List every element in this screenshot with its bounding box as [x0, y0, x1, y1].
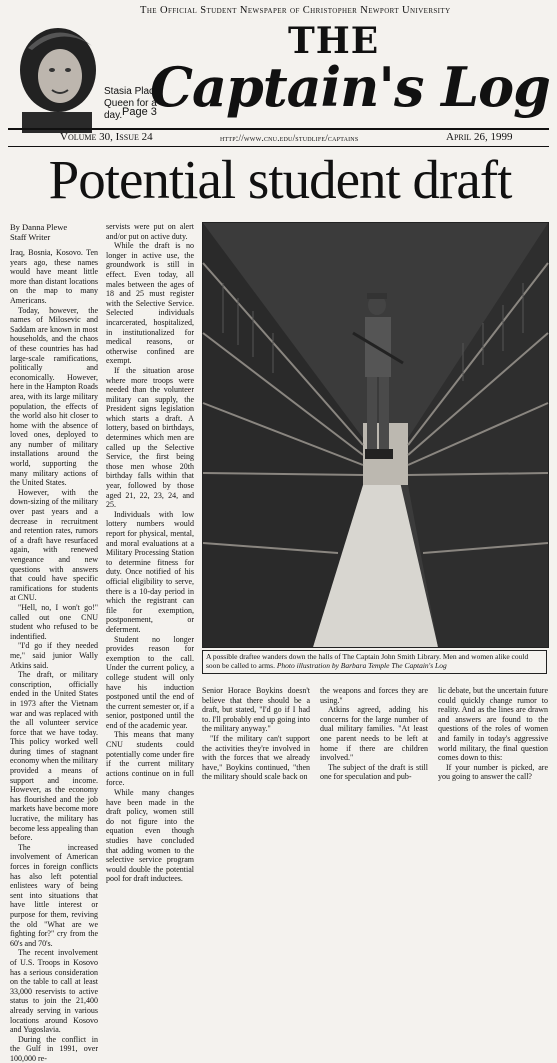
byline-role: Staff Writer [10, 232, 51, 242]
paragraph: Atkins agreed, adding his concerns for the large number of dual military families. "At least one parent needs to be left at home if there are children involved." [320, 705, 428, 763]
article-column-2 [106, 222, 194, 884]
photo-caption [202, 650, 547, 674]
website-url[interactable]: http://www.cnu.edu/studlife/captains [220, 133, 359, 143]
paragraph: If the situation arose where more troops were needed than the volunteer military can supply, the President signs legislation which starts a draft. A lottery, based on birthdays, determines which men are called up the Selective Service, the first being those men whose 20th birthday falls within that year, followed by those aged 21, 22, 23, 24, and 25. [106, 365, 194, 510]
date-rule [8, 146, 549, 147]
article-column-3 [202, 686, 310, 796]
paragraph: During the conflict in the Gulf in 1991, over 100,000 re- [10, 1034, 98, 1063]
headline: Potential student draft [48, 149, 512, 210]
paragraph: Student no longer provides reason for exemption to the call. Under the current policy, a college student will only have his induction postponed until the end of the current semester or, if a senior, postponed until the end of the academic year. [106, 634, 194, 730]
teaser-page: Page 3 [122, 106, 157, 118]
masthead-the: THE [288, 20, 380, 62]
byline [10, 222, 98, 242]
paragraph: This means that many CNU students could potentially come under fire if the current military actions continue on in full force. [106, 730, 194, 788]
teaser-text: Stasia Place: Queen for a day. [104, 86, 163, 121]
teaser-portrait-photo [8, 20, 106, 133]
paragraph: Senior Horace Boykins doesn't believe that there should be a draft, but stated, "I'd go if I had to. I'll probably end up going into the military anyway." [202, 686, 310, 734]
paragraph: While many changes have been made in the draft policy, women still do not figure into the equation even though studies have concluded that adding women to the selective service program would double the potential pool for draft inductees. [106, 788, 194, 884]
article-column-1 [10, 222, 98, 1063]
article-column-5 [438, 686, 548, 796]
paragraph: servists were put on alert and/or put on active duty. [106, 222, 194, 241]
paragraph: The draft, or military conscription, officially ended in the United States in 1973 after the Vietnam war and was replaced with the all volunteer service force that we have today. This policy worked well during times of stagnant economy when the military provided a means of support and income. However, as the economy has flourished and the job markets have become more lucrative, the military has become less appealing than before. [10, 670, 98, 843]
masthead-title: Captain's Log [150, 55, 550, 119]
paragraph: The recent involvement of U.S. Troops in Kosovo has a serious consideration on the table to call at least 33,000 reservists to active status to join the 21,400 already serving in various locations around Kosovo and Yugoslavia. [10, 948, 98, 1035]
caption-credit-publication: The Captain's Log [391, 661, 447, 670]
issue-date: April 26, 1999 [446, 131, 513, 143]
paragraph: Today, however, the names of Milosevic and Saddam are known in most households, and the chaos of these countries has had large-scale ramifications, politically and economically. However, here in the Hampton Roads area, with its large military population, the effects of the world also hit closer to home with the absence of loved ones, deployed to any number of military installations around the world, supporting the many military actions of the United States. [10, 305, 98, 488]
library-stacks-photo [202, 222, 549, 648]
masthead-rule [8, 128, 549, 130]
paragraph: Individuals with low lottery numbers would report for physical, mental, and moral evaluations at a Military Processing Station to determine fitness for duty. Once notified of his official eligibility to serve, there is a 10-day period in which the registrant can file for exemption, postponement, or deferment. [106, 509, 194, 634]
paragraph: "I'd go if they needed me," said junior Wally Atkins said. [10, 641, 98, 670]
paragraph: However, with the down-sizing of the military over past years and a decrease in recruitment and retention rates, rumors of a draft have resurfaced again, with renewed vengeance and new questions with answers that could have specific ramifications for students at CNU. [10, 487, 98, 603]
byline-author: By Danna Plewe [10, 222, 68, 232]
paragraph: "Hell, no, I won't go!" called out one CNU student who refused to be indentified. [10, 602, 98, 641]
paragraph: lic debate, but the uncertain future could quickly change rumor to reality. And as the lines are drawn and answers are found to the questions of the roles of women and family in today's aggressive world military, the final question comes down to this: [438, 686, 548, 763]
paragraph: The increased involvement of American forces in foreign conflicts has also left potential enlistees wary of being sent into situations that have little interest or purpose for them, reviving the old "What are we fighting for?" cry from the 60's and 70's. [10, 842, 98, 948]
paragraph: If your number is picked, are you going to answer the call? [438, 762, 548, 782]
paragraph: The subject of the draft is still one for speculation and pub- [320, 762, 428, 782]
paragraph: While the draft is no longer in active use, the groundwork is still in effect. Even today, all males between the ages of 18 and 25 must register with the Selective Service. Selected individuals incarcerated, hospitalized, in institutionalized for medical reasons, or otherwise confined are exempt. [106, 241, 194, 366]
paragraph: the weapons and forces they are using." [320, 686, 428, 705]
paragraph: Iraq, Bosnia, Kosovo. Ten years ago, these names would have meant little more than distant locations on the map to many Americans. [10, 248, 98, 305]
article-column-4 [320, 686, 428, 796]
volume-issue: Volume 30, Issue 24 [60, 131, 153, 143]
caption-credit: Photo illustration by Barbara Temple [276, 661, 390, 670]
caption-text: A possible draftee wanders down the halls of The Captain John Smith Library. Men and women alike could soon be called to arms. [206, 652, 529, 670]
paragraph: "If the military can't support the activities they're involved in with the forces that we already have," Boykins continued, "then the military should scale back on [202, 733, 310, 782]
masthead-kicker: The Official Student Newspaper of Christopher Newport University [140, 5, 451, 16]
